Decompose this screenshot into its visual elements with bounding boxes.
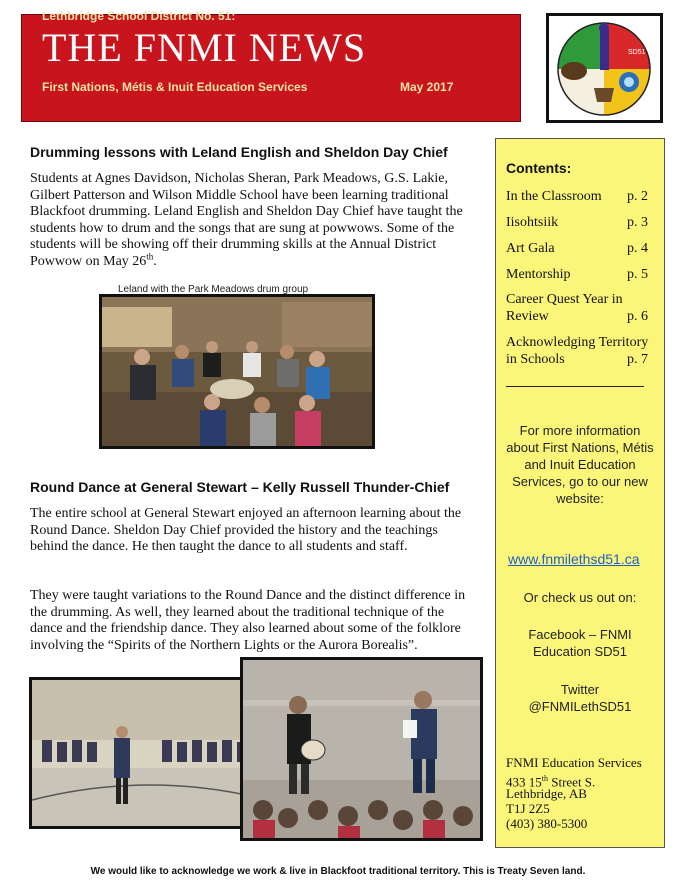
address-name: FNMI Education Services	[506, 755, 642, 770]
fnmi-logo	[546, 13, 663, 123]
land-acknowledgement-footer: We would like to acknowledge we work & live in Blackfoot traditional territory. This is Treaty Seven land.	[90, 866, 586, 877]
sidebar-divider	[506, 386, 644, 387]
contents-title: Contents:	[506, 160, 572, 176]
round-dance-presenters-photo	[240, 657, 483, 841]
article1-body: Students at Agnes Davidson, Nicholas Sheran, Park Meadows, G.S. Lakie, Gilbert Patterson and Wilson Middle School have been learning traditional Blackfoot drumming. Leland English and Sheldon Day Chief have taught the students how to drum and the songs that are sung at powwows. Some of the students will be showing off their drumming skills at the Annual District Powwow on May 26th.	[30, 171, 463, 269]
toc-page-art-gala: p. 4	[627, 241, 648, 256]
check-us-out-text: Or check us out on:	[523, 590, 637, 605]
toc-item-acknowledging-territory[interactable]: Acknowledging Territory in Schools	[506, 335, 649, 367]
district-name: Lethbridge School District No. 51:	[42, 9, 236, 23]
issue-date: May 2017	[400, 80, 454, 94]
article2-headline: Round Dance at General Stewart – Kelly Russell Thunder-Chief	[30, 479, 450, 495]
toc-page-classroom: p. 2	[627, 189, 648, 204]
toc-page-career-quest: p. 6	[627, 309, 648, 324]
article2-paragraph-2: They were taught variations to the Round Dance and the distinct difference in the drumming. As well, they learned about the traditional technique of the dance and the friendship dance. They also learned about some of the folklore involving the “Spirits of the Northern Lights or the Aurora Borealis”.	[30, 588, 466, 653]
medicine-wheel-logo-icon	[549, 16, 660, 120]
newsletter-title: THE FNMI NEWS	[42, 25, 367, 70]
address-street: 433 15th Street S.	[506, 774, 596, 790]
toc-item-mentorship[interactable]: Mentorship	[506, 267, 571, 282]
drum-group-photo	[99, 294, 375, 449]
toc-item-iisohtsiik[interactable]: Iisohtsiik	[506, 215, 559, 230]
more-info-text: For more information about First Nations, Métis and Inuit Education Services, go to our new website:	[506, 423, 654, 506]
toc-item-career-quest[interactable]: Career Quest Year in Review	[506, 292, 623, 324]
toc-item-art-gala[interactable]: Art Gala	[506, 241, 555, 256]
newsletter-subtitle: First Nations, Métis & Inuit Education Services	[42, 80, 308, 94]
website-link[interactable]: www.fnmilethsd51.ca	[508, 551, 640, 567]
facebook-handle[interactable]: Facebook – FNMI Education SD51	[528, 627, 632, 659]
twitter-handle[interactable]: Twitter @FNMILethSD51	[528, 682, 632, 714]
address-postal: T1J 2Z5	[506, 801, 550, 816]
toc-page-mentorship: p. 5	[627, 267, 648, 282]
photo-caption: Leland with the Park Meadows drum group	[118, 284, 309, 295]
address-phone: (403) 380-5300	[506, 816, 588, 831]
toc-item-classroom[interactable]: In the Classroom	[506, 189, 602, 204]
article1-headline: Drumming lessons with Leland English and Sheldon Day Chief	[30, 144, 448, 160]
article2-paragraph-1: The entire school at General Stewart enjoyed an afternoon learning about the Round Dance. Sheldon Day Chief provided the history and the teachings behind the dance. He then taught the dance to all students and staff.	[30, 506, 462, 554]
round-dance-gym-photo	[29, 677, 271, 829]
address-city: Lethbridge, AB	[506, 786, 587, 801]
toc-page-iisohtsiik: p. 3	[627, 215, 648, 230]
toc-page-acknowledging-territory: p. 7	[627, 352, 648, 367]
svg-text:SD51: SD51	[628, 49, 646, 56]
